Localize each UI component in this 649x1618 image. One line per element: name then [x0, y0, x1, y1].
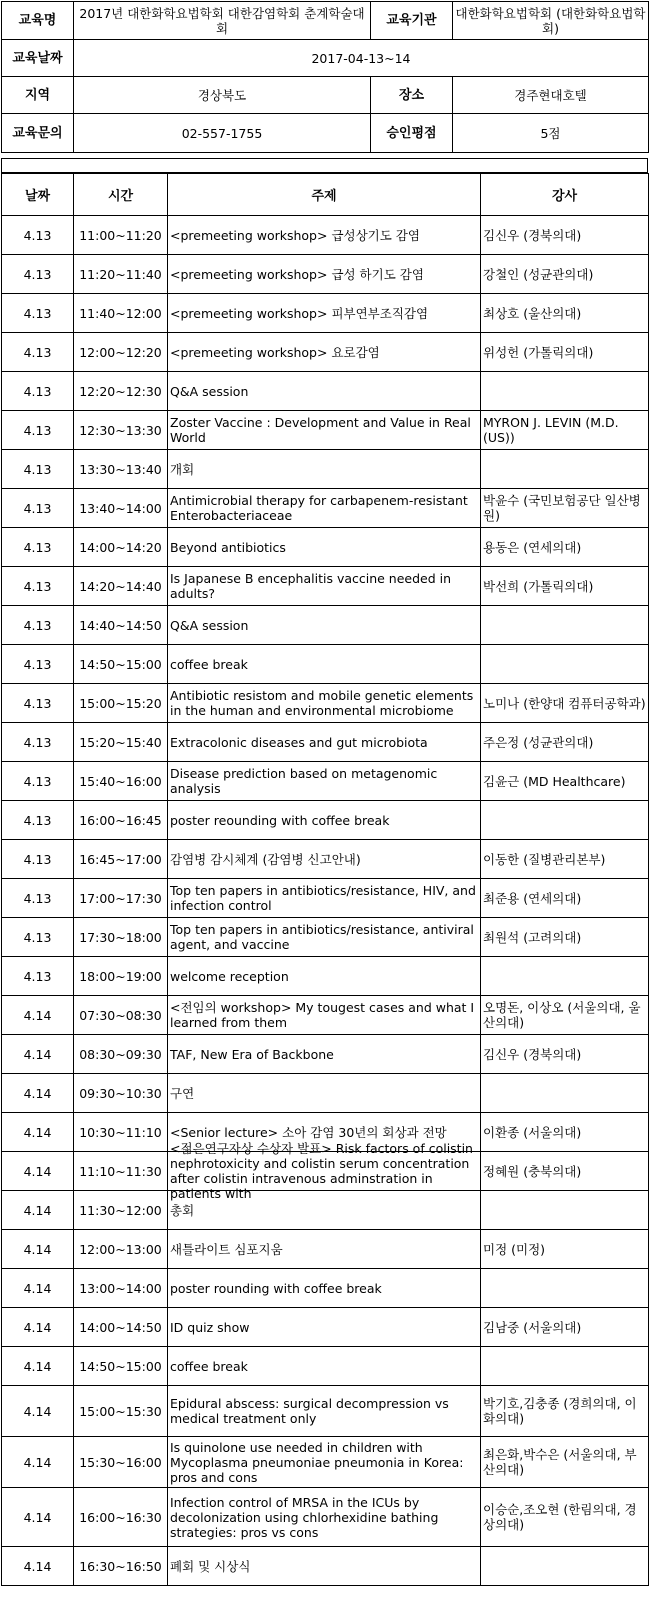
table-row — [2, 1437, 649, 1488]
speaker-cell: 최상호 (울산의대) — [481, 294, 649, 333]
date-cell: 4.14 — [2, 1386, 74, 1437]
topic-cell: welcome reception — [168, 957, 481, 996]
date-cell: 4.13 — [2, 255, 74, 294]
date-cell: 4.13 — [2, 528, 74, 567]
date-cell: 4.13 — [2, 372, 74, 411]
edu-name-value: 2017년 대한화학요법학회 대한감염학회 춘계학술대회 — [74, 2, 371, 40]
time-cell: 11:10~11:30 — [74, 1152, 168, 1191]
speaker-cell: 이환종 (서울의대) — [481, 1113, 649, 1152]
time-cell: 12:00~12:20 — [74, 333, 168, 372]
date-cell: 4.13 — [2, 879, 74, 918]
date-cell: 4.14 — [2, 1547, 74, 1586]
course-info-table — [1, 1, 649, 153]
time-cell: 17:00~17:30 — [74, 879, 168, 918]
time-cell: 15:40~16:00 — [74, 762, 168, 801]
date-cell: 4.13 — [2, 333, 74, 372]
speaker-cell: 오명돈, 이상오 (서울의대, 울산의대) — [481, 996, 649, 1035]
speaker-cell — [481, 1269, 649, 1308]
region-label: 지역 — [2, 77, 74, 114]
speaker-cell — [481, 1347, 649, 1386]
table-row — [2, 567, 649, 606]
date-cell: 4.13 — [2, 645, 74, 684]
time-cell: 16:00~16:45 — [74, 801, 168, 840]
table-row — [2, 918, 649, 957]
speaker-cell: 김신우 (경북의대) — [481, 216, 649, 255]
speaker-cell — [481, 645, 649, 684]
date-cell: 4.14 — [2, 1074, 74, 1113]
speaker-cell — [481, 1191, 649, 1230]
speaker-cell: 박기호,김충종 (경희의대, 이화의대) — [481, 1386, 649, 1437]
speaker-cell — [481, 801, 649, 840]
time-cell: 16:45~17:00 — [74, 840, 168, 879]
date-column-header: 날짜 — [2, 174, 74, 216]
topic-cell: TAF, New Era of Backbone — [168, 1035, 481, 1074]
time-cell: 15:00~15:30 — [74, 1386, 168, 1437]
time-cell: 17:30~18:00 — [74, 918, 168, 957]
table-row — [2, 1386, 649, 1437]
speaker-cell: 박윤수 (국민보험공단 일산병원) — [481, 489, 649, 528]
speaker-cell: 이승순,조오현 (한림의대, 경상의대) — [481, 1488, 649, 1547]
topic-cell: <premeeting workshop> 급성 하기도 감염 — [168, 255, 481, 294]
topic-cell: Q&A session — [168, 606, 481, 645]
edu-date-value: 2017-04-13~14 — [74, 40, 649, 77]
time-cell: 07:30~08:30 — [74, 996, 168, 1035]
table-row — [2, 840, 649, 879]
topic-cell: Disease prediction based on metagenomic analysis — [168, 762, 481, 801]
date-cell: 4.14 — [2, 1308, 74, 1347]
table-row — [2, 684, 649, 723]
topic-cell: Antibiotic resistom and mobile genetic elements in the human and environmental microbiome — [168, 684, 481, 723]
table-row — [2, 411, 649, 450]
time-cell: 15:00~15:20 — [74, 684, 168, 723]
table-row — [2, 1488, 649, 1547]
time-cell: 16:00~16:30 — [74, 1488, 168, 1547]
topic-cell: ID quiz show — [168, 1308, 481, 1347]
time-cell: 11:30~12:00 — [74, 1191, 168, 1230]
table-row — [2, 1074, 649, 1113]
table-row — [2, 996, 649, 1035]
date-cell: 4.13 — [2, 918, 74, 957]
speaker-cell: 이동한 (질병관리본부) — [481, 840, 649, 879]
topic-cell: coffee break — [168, 645, 481, 684]
date-cell: 4.14 — [2, 1152, 74, 1191]
date-cell: 4.14 — [2, 1191, 74, 1230]
topic-cell: Top ten papers in antibiotics/resistance, antiviral agent, and vaccine — [168, 918, 481, 957]
table-row — [2, 1308, 649, 1347]
topic-cell: Infection control of MRSA in the ICUs by decolonization using chlorhexidine bathing strategies: pros vs cons — [168, 1488, 481, 1547]
speaker-cell: 최은화,박수은 (서울의대, 부산의대) — [481, 1437, 649, 1488]
speaker-cell: 정혜원 (충북의대) — [481, 1152, 649, 1191]
credit-label: 승인평점 — [371, 114, 453, 153]
time-cell: 15:30~16:00 — [74, 1437, 168, 1488]
topic-cell: 구연 — [168, 1074, 481, 1113]
speaker-cell: 노미나 (한양대 컴퓨터공학과) — [481, 684, 649, 723]
date-cell: 4.13 — [2, 801, 74, 840]
region-value: 경상북도 — [74, 77, 371, 114]
table-row — [2, 1547, 649, 1586]
time-cell: 18:00~19:00 — [74, 957, 168, 996]
time-cell: 09:30~10:30 — [74, 1074, 168, 1113]
date-cell: 4.13 — [2, 840, 74, 879]
date-cell: 4.14 — [2, 1347, 74, 1386]
topic-cell: Zoster Vaccine : Development and Value in Real World — [168, 411, 481, 450]
date-cell: 4.13 — [2, 723, 74, 762]
topic-cell: Epidural abscess: surgical decompression vs medical treatment only — [168, 1386, 481, 1437]
table-row — [2, 1230, 649, 1269]
date-cell: 4.14 — [2, 1437, 74, 1488]
topic-cell: Top ten papers in antibiotics/resistance, HIV, and infection control — [168, 879, 481, 918]
topic-cell: Antimicrobial therapy for carbapenem-resistant Enterobacteriaceae — [168, 489, 481, 528]
time-cell: 13:40~14:00 — [74, 489, 168, 528]
time-cell: 14:00~14:20 — [74, 528, 168, 567]
table-row — [2, 1152, 649, 1191]
table-row — [2, 606, 649, 645]
edu-name-label: 교육명 — [2, 2, 74, 40]
date-cell: 4.13 — [2, 450, 74, 489]
topic-text: <젊은연구자상 수상자 발표> Risk factors of colistin nephrotoxicity and colistin serum concentration after colistin intravenous adminstration in patients with — [170, 1141, 473, 1201]
topic-cell: Beyond antibiotics — [168, 528, 481, 567]
date-cell: 4.13 — [2, 762, 74, 801]
table-row — [2, 1347, 649, 1386]
time-cell: 08:30~09:30 — [74, 1035, 168, 1074]
date-cell: 4.13 — [2, 489, 74, 528]
topic-cell — [168, 1141, 481, 1201]
speaker-cell — [481, 957, 649, 996]
date-cell: 4.14 — [2, 996, 74, 1035]
time-cell: 10:30~11:10 — [74, 1113, 168, 1152]
place-value: 경주현대호텔 — [453, 77, 649, 114]
topic-cell: Is quinolone use needed in children with Mycoplasma pneumoniae pneumonia in Korea: pros and cons — [168, 1437, 481, 1488]
topic-cell: 개회 — [168, 450, 481, 489]
table-row — [2, 528, 649, 567]
date-cell: 4.13 — [2, 567, 74, 606]
date-cell: 4.13 — [2, 411, 74, 450]
table-row — [2, 333, 649, 372]
date-cell: 4.14 — [2, 1269, 74, 1308]
schedule-header-row — [2, 174, 649, 216]
table-row — [2, 294, 649, 333]
speaker-cell: 용동은 (연세의대) — [481, 528, 649, 567]
date-cell: 4.14 — [2, 1035, 74, 1074]
topic-cell: poster reounding with coffee break — [168, 801, 481, 840]
time-column-header: 시간 — [74, 174, 168, 216]
speaker-cell: 김남중 (서울의대) — [481, 1308, 649, 1347]
speaker-cell: MYRON J. LEVIN (M.D.(US)) — [481, 411, 649, 450]
table-row — [2, 372, 649, 411]
topic-cell: <premeeting workshop> 요로감염 — [168, 333, 481, 372]
date-cell: 4.13 — [2, 957, 74, 996]
time-cell: 16:30~16:50 — [74, 1547, 168, 1586]
time-cell: 14:20~14:40 — [74, 567, 168, 606]
time-cell: 14:50~15:00 — [74, 645, 168, 684]
topic-cell: <premeeting workshop> 피부연부조직감염 — [168, 294, 481, 333]
time-cell: 14:40~14:50 — [74, 606, 168, 645]
time-cell: 12:30~13:30 — [74, 411, 168, 450]
speaker-cell: 김신우 (경북의대) — [481, 1035, 649, 1074]
topic-column-header: 주제 — [168, 174, 481, 216]
table-row — [2, 645, 649, 684]
topic-cell: 감염병 감시체계 (감염병 신고안내) — [168, 840, 481, 879]
table-row — [2, 450, 649, 489]
date-cell: 4.13 — [2, 216, 74, 255]
topic-cell: 폐회 및 시상식 — [168, 1547, 481, 1586]
table-row — [2, 1269, 649, 1308]
edu-org-value: 대한화학요법학회 (대한화학요법학회) — [453, 2, 649, 40]
topic-cell: 총회 — [168, 1191, 481, 1230]
place-label: 장소 — [371, 77, 453, 114]
time-cell: 11:00~11:20 — [74, 216, 168, 255]
speaker-cell: 최준용 (연세의대) — [481, 879, 649, 918]
speaker-cell — [481, 1074, 649, 1113]
section-divider — [1, 158, 648, 173]
table-row — [2, 723, 649, 762]
date-cell: 4.13 — [2, 684, 74, 723]
time-cell: 14:00~14:50 — [74, 1308, 168, 1347]
table-row — [2, 1035, 649, 1074]
schedule-body — [2, 216, 649, 1586]
speaker-cell: 최원석 (고려의대) — [481, 918, 649, 957]
contact-label: 교육문의 — [2, 114, 74, 153]
speaker-cell: 박선희 (가톨릭의대) — [481, 567, 649, 606]
time-cell: 11:20~11:40 — [74, 255, 168, 294]
time-cell: 12:20~12:30 — [74, 372, 168, 411]
date-cell: 4.14 — [2, 1230, 74, 1269]
speaker-cell: 강철인 (성균관의대) — [481, 255, 649, 294]
topic-cell: Extracolonic diseases and gut microbiota — [168, 723, 481, 762]
edu-date-label: 교육날짜 — [2, 40, 74, 77]
table-row — [2, 489, 649, 528]
date-cell: 4.13 — [2, 606, 74, 645]
time-cell: 15:20~15:40 — [74, 723, 168, 762]
time-cell: 12:00~13:00 — [74, 1230, 168, 1269]
date-cell: 4.14 — [2, 1113, 74, 1152]
speaker-cell — [481, 372, 649, 411]
topic-cell: coffee break — [168, 1347, 481, 1386]
speaker-cell: 주은정 (성균관의대) — [481, 723, 649, 762]
speaker-cell: 김윤근 (MD Healthcare) — [481, 762, 649, 801]
topic-cell: Q&A session — [168, 372, 481, 411]
table-row — [2, 216, 649, 255]
speaker-cell — [481, 606, 649, 645]
schedule-table — [1, 173, 649, 1586]
time-cell: 14:50~15:00 — [74, 1347, 168, 1386]
table-row — [2, 879, 649, 918]
table-row — [2, 957, 649, 996]
speaker-cell: 위성헌 (가톨릭의대) — [481, 333, 649, 372]
topic-cell: <전임의 workshop> My tougest cases and what I learned from them — [168, 996, 481, 1035]
date-cell: 4.13 — [2, 294, 74, 333]
topic-cell: poster rounding with coffee break — [168, 1269, 481, 1308]
speaker-cell: 미정 (미정) — [481, 1230, 649, 1269]
date-cell: 4.14 — [2, 1488, 74, 1547]
topic-cell: 새틀라이트 심포지움 — [168, 1230, 481, 1269]
table-row — [2, 762, 649, 801]
contact-value: 02-557-1755 — [74, 114, 371, 153]
edu-org-label: 교육기관 — [371, 2, 453, 40]
speaker-cell — [481, 1547, 649, 1586]
speaker-cell — [481, 450, 649, 489]
topic-cell: Is Japanese B encephalitis vaccine needed in adults? — [168, 567, 481, 606]
table-row — [2, 255, 649, 294]
table-row — [2, 801, 649, 840]
time-cell: 11:40~12:00 — [74, 294, 168, 333]
speaker-column-header: 강사 — [481, 174, 649, 216]
credit-value: 5점 — [453, 114, 649, 153]
time-cell: 13:00~14:00 — [74, 1269, 168, 1308]
time-cell: 13:30~13:40 — [74, 450, 168, 489]
topic-cell: <premeeting workshop> 급성상기도 감염 — [168, 216, 481, 255]
topic-cell: <Senior lecture> 소아 감염 30년의 회상과 전망 — [168, 1113, 481, 1152]
